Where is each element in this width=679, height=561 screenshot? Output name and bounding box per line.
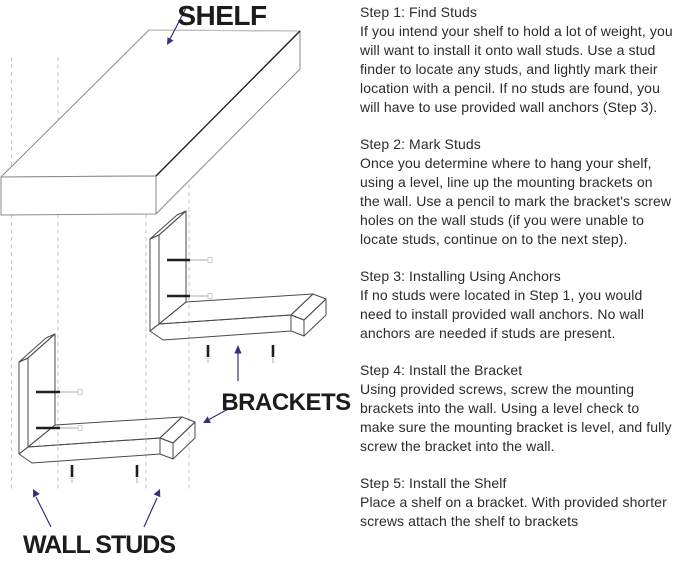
step-5-body: Place a shelf on a bracket. With provided shorter screws attach the shelf to brackets [360,494,667,529]
brackets-up-arrowhead-icon [234,345,241,354]
brackets-arrow-up [234,345,241,381]
step-4-body: Using provided screws, screw the mounting brackets into the wall. Using a level check to make sure the mounting bracket is level, and fully screw the bracket into the wall. [360,381,672,454]
shelf-front-face [1,176,156,215]
step-2-body: Once you determine where to hang your shelf, using a level, line up the mounting brackets on the wall. Use a pencil to mark the bracket's screw holes on the wall studs (if you were unable to locate studs, continue on to the next step). [360,155,672,247]
wall-studs-label: WALL STUDS [22,531,176,556]
upper-bracket-shelf-screws [208,345,273,363]
brackets-label: BRACKETS [221,389,351,416]
upper-bracket-drawing [150,211,326,340]
step-4 [360,361,673,456]
wall-studs-right-arrowhead-icon [154,489,161,497]
step-4-title: Step 4: Install the Bracket [360,362,523,378]
wall-studs-left-arrowhead-icon [33,489,40,498]
step-3 [360,267,673,343]
step-3-title: Step 3: Installing Using Anchors [360,268,561,284]
step-2 [360,135,673,249]
step-1 [360,3,673,117]
step-5 [360,474,673,531]
step-5-title: Step 5: Install the Shelf [360,475,507,491]
lower-bracket-drawing [19,334,195,463]
lower-bracket-shelf-screws [72,465,137,483]
wall-studs-arrow-right [144,489,160,527]
step-1-body: If you intend your shelf to hold a lot of weight, you will want to install it onto wall studs. Use a stud finder to locate any studs, and lightly mark their location with a pencil. If no studs are found, you will have to use provided wall anchors (Step 3). [360,23,673,115]
shelf-label: SHELF [177,0,267,31]
wall-studs-arrow-left [33,489,51,527]
step-3-body: If no studs were located in Step 1, you would need to install provided wall anchors. No wall anchors are needed if studs are present. [360,287,644,341]
step-2-title: Step 2: Mark Studs [360,136,481,152]
instruction-steps [360,3,673,549]
step-1-title: Step 1: Find Studs [360,4,477,20]
shelf-drawing [1,30,300,215]
